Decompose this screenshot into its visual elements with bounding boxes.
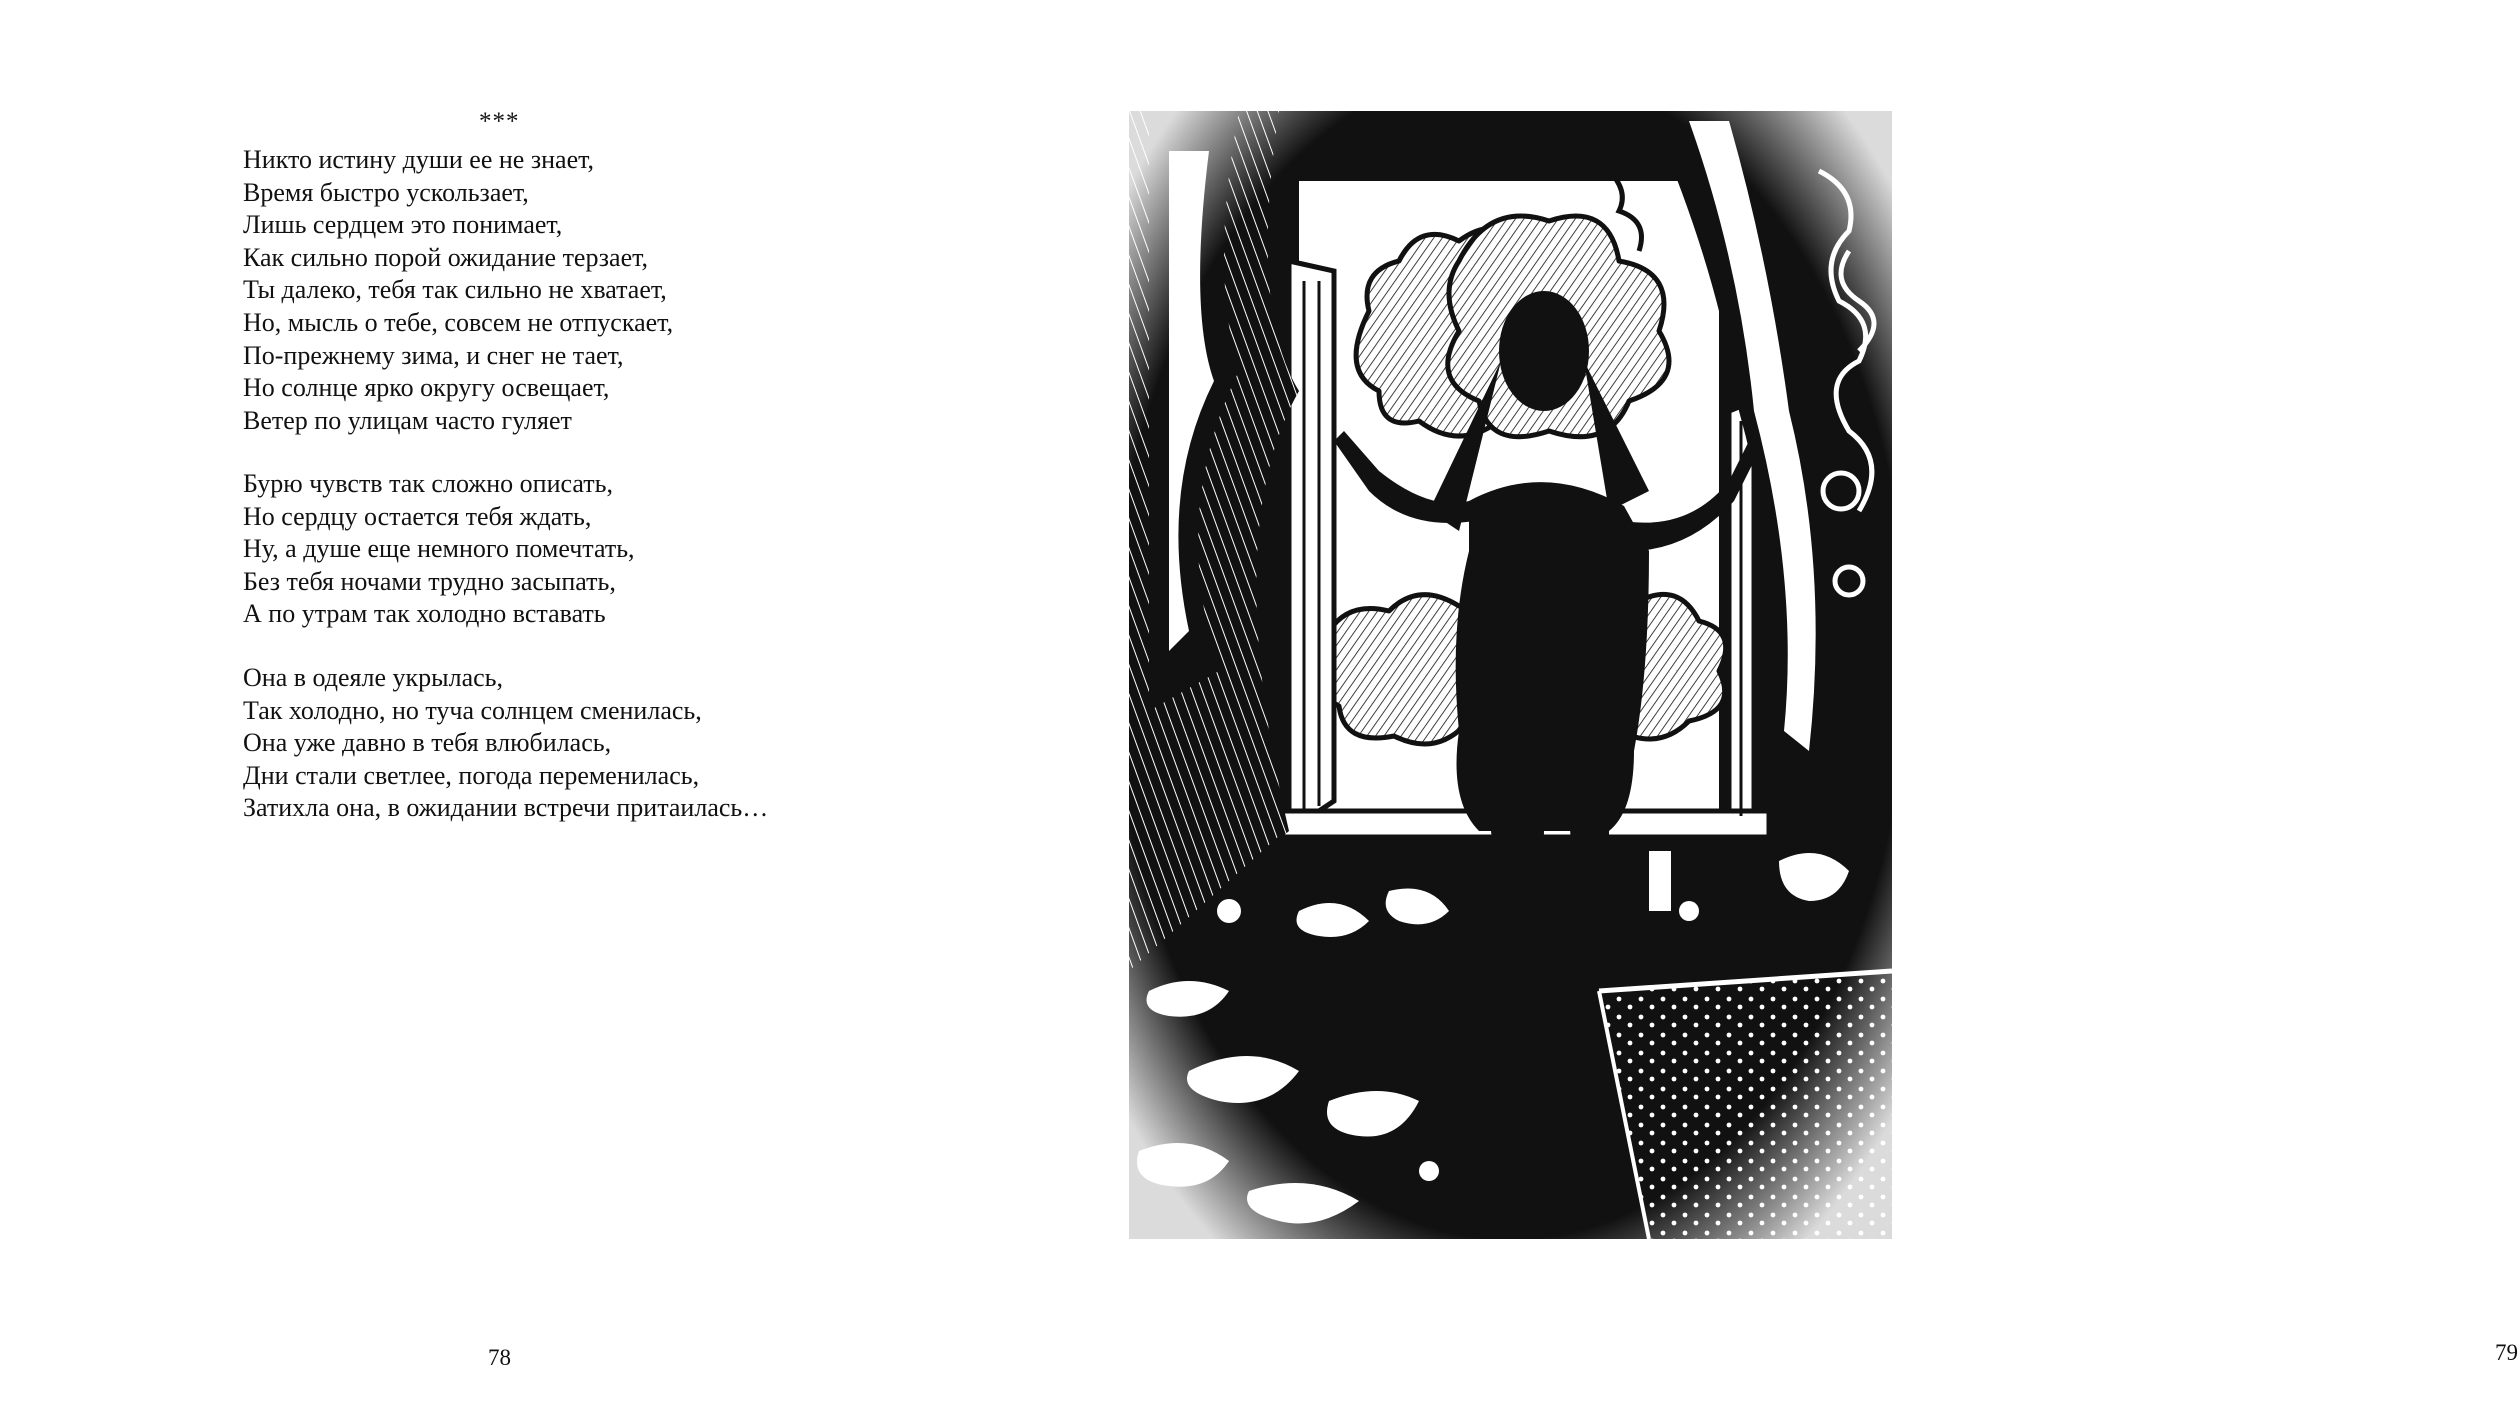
poem-line: Затихла она, в ожидании встречи притаилась… [243, 793, 769, 823]
poem-line: Но солнце ярко округу освещает, [243, 373, 610, 403]
stanza-3 [243, 662, 768, 825]
poem-line: По-прежнему зима, и снег не тает, [243, 340, 624, 370]
poem-line: Она уже давно в тебя влюбилась, [243, 728, 612, 758]
illustration-svg [1129, 111, 1892, 1239]
poem-separator: *** [479, 108, 520, 135]
page-number-right: 79 [2495, 1340, 2518, 1365]
poem-line: Как сильно порой ожидание терзает, [243, 242, 649, 272]
poem-line: Дни стали светлее, погода переменилась, [243, 760, 700, 790]
poem-line: Но сердцу остается тебя ждать, [243, 501, 592, 531]
poem-line: Она в одеяле укрылась, [243, 663, 504, 692]
vignette-overlay [1129, 111, 1892, 1239]
poem-line: Но, мысль о тебе, совсем не отпускает, [243, 307, 674, 337]
poem-line: Лишь сердцем это понимает, [243, 210, 563, 240]
poem-line: Ты далеко, тебя так сильно не хватает, [243, 275, 667, 305]
poem-line: А по утрам так холодно вставать [243, 599, 606, 629]
poem-line: Бурю чувств так сложно описать, [243, 469, 613, 498]
stanza-2 [243, 468, 635, 631]
poem-line: Ветер по улицам часто гуляет [243, 405, 572, 435]
poem-line: Так холодно, но туча солнцем сменилась, [243, 695, 702, 725]
stanza-1 [243, 144, 673, 437]
poem-line: Никто истину души ее не знает, [243, 145, 595, 174]
window-silhouette-illustration [1129, 111, 1892, 1239]
poem-line: Без тебя ночами трудно засыпать, [243, 566, 616, 596]
poem-line: Ну, а душе еще немного помечтать, [243, 534, 635, 564]
left-page [0, 0, 999, 1413]
page-number-left: 78 [488, 1345, 511, 1370]
poem-line: Время быстро ускользает, [243, 177, 529, 207]
